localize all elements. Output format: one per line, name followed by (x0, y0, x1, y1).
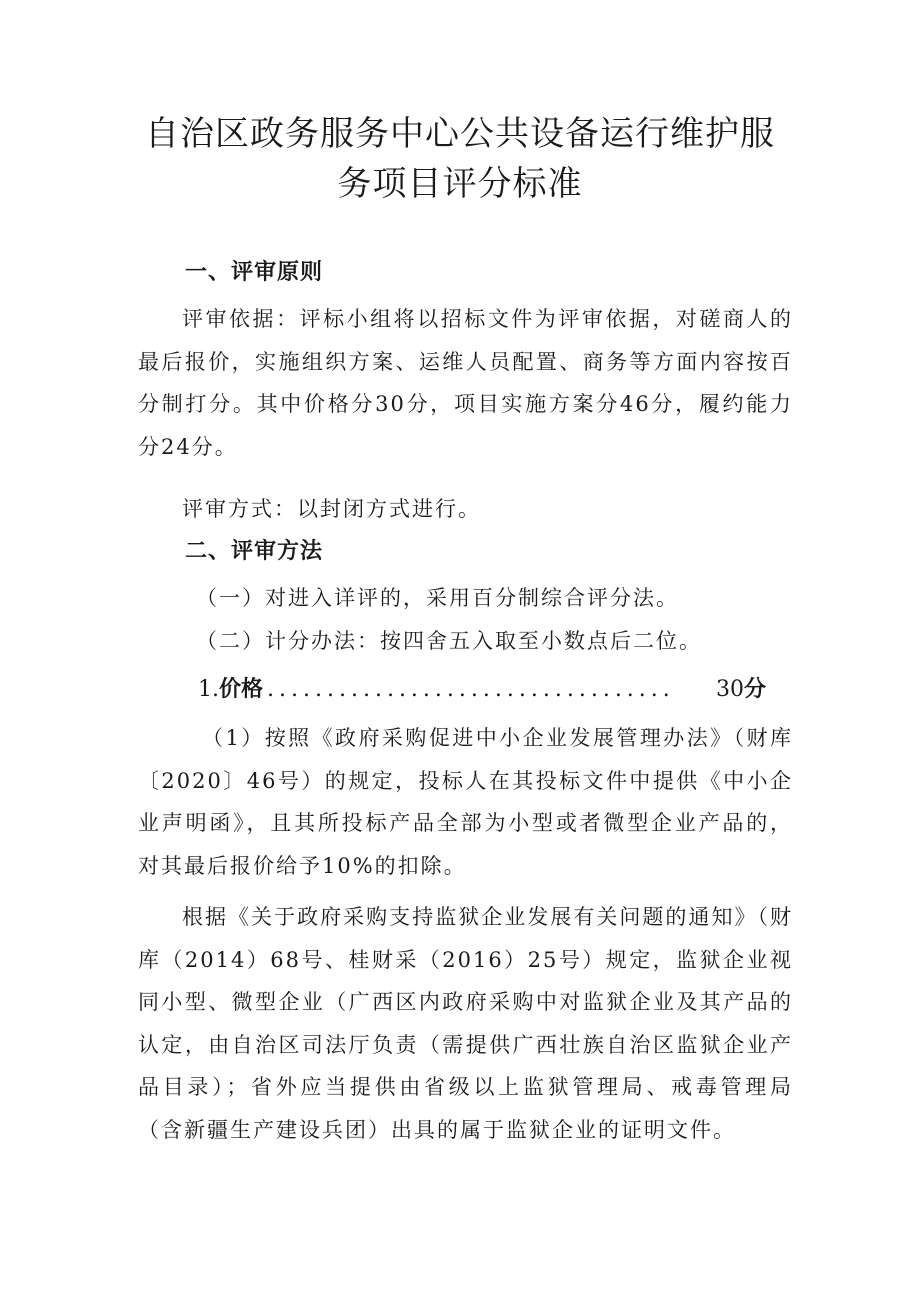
price-item-leader-dots: .................................. (267, 677, 675, 702)
document-title-line1: 自治区政务服务中心公共设备运行维护服 (145, 114, 775, 154)
price-score-row (198, 674, 766, 706)
section2-heading: 二、评审方法 (185, 539, 324, 564)
price-item-score: 30 (715, 677, 744, 702)
evaluation-method-text: 评审方式：以封闭方式进行。 (182, 497, 481, 521)
prison-enterprise-paragraph: 根据《关于政府采购支持监狱企业发展有关问题的通知》（财库（2014）68号、桂财采（2016）25号）规定，监狱企业视同小型、微型企业（广西区内政府采购中对监狱企业及其产品的认定，由自治区司法厅负责（需提供广西壮族自治区监狱企业产品目录）；省外应当提供由省级以上监狱管理局、戒毒管理局（含新疆生产建设兵团）出具的属于监狱企业的证明文件。 (138, 905, 793, 1142)
document-title-line2: 务项目评分标准 (337, 164, 583, 204)
price-item-number: 1. (198, 677, 219, 702)
section1-heading: 一、评审原则 (185, 260, 324, 285)
scoring-method-item2: （二）计分办法：按四舍五入取至小数点后二位。 (196, 629, 702, 653)
sme-discount-paragraph: （1）按照《政府采购促进中小企业发展管理办法》（财库〔2020〕46号）的规定，投标人在其投标文件中提供《中小企业声明函》，且其所投标产品全部为小型或者微型企业产品的，对其最后报价给予10%的扣除。 (138, 726, 793, 878)
evaluation-basis-paragraph: 评审依据：评标小组将以招标文件为评审依据，对磋商人的最后报价，实施组织方案、运维人员配置、商务等方面内容按百分制打分。其中价格分30分，项目实施方案分46分，履约能力分24分。 (138, 307, 793, 459)
price-item-label: 价格 (219, 677, 264, 702)
price-item-unit: 分 (743, 677, 766, 702)
scoring-method-item1: （一）对进入详评的，采用百分制综合评分法。 (196, 586, 679, 610)
